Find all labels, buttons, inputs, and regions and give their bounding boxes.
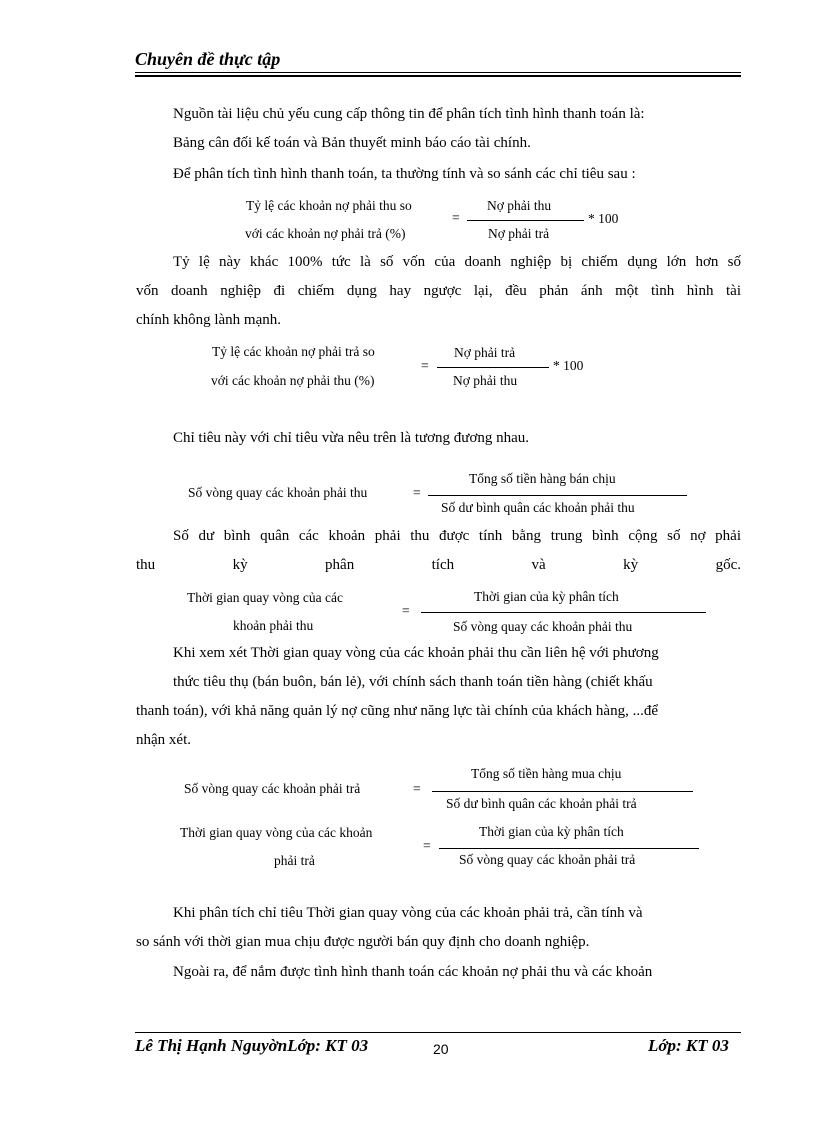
- page-number: 20: [433, 1041, 449, 1057]
- paragraph-sources: [173, 100, 645, 158]
- formula-label: Thời gian quay vòng của các khoản: [180, 825, 373, 840]
- header-rule-thick: [135, 72, 741, 73]
- formula-label: Số vòng quay các khoản phải thu: [188, 485, 368, 500]
- equals-sign: =: [413, 781, 421, 796]
- formula-denominator: Nợ phải trả: [488, 226, 550, 241]
- fraction-bar: [467, 220, 584, 221]
- formula-multiplier: * 100: [553, 358, 584, 373]
- paragraph-line: Tỷ lệ này khác 100% tức là số vốn của doanh nghiệp bị chiếm dụng lớn hơn số: [173, 254, 741, 270]
- formula-denominator: Số vòng quay các khoản phải trả: [459, 852, 636, 867]
- formula-numerator: Thời gian của kỳ phân tích: [479, 824, 624, 839]
- paragraph-equivalence: [173, 424, 529, 453]
- equals-sign: =: [421, 358, 429, 373]
- formula-denominator: Nợ phải thu: [453, 373, 518, 388]
- fraction-bar: [421, 612, 706, 613]
- formula-numerator: Nợ phải thu: [487, 198, 552, 213]
- paragraph-line: thanh toán), với khả năng quản lý nợ cũng như năng lực tài chính của khách hàng, ...để: [136, 703, 658, 719]
- paragraph-line: thức tiêu thụ (bán buôn, bán lẻ), với chính sách thanh toán tiền hàng (chiết khấu: [173, 674, 653, 690]
- footer-class: Lớp: KT 03: [648, 1036, 729, 1055]
- formula-label: Thời gian quay vòng của các: [187, 590, 343, 605]
- paragraph-line: nhận xét.: [136, 732, 191, 748]
- paragraph-intro: [173, 160, 636, 189]
- paragraph-line: vốn doanh nghiệp đi chiếm dụng hay ngược lại, đều phản ánh một tình hình tài: [136, 283, 741, 299]
- paragraph-additionally: [173, 958, 652, 987]
- formula-label: phải trả: [274, 853, 315, 868]
- page-header-title: Chuyên đề thực tập: [135, 49, 281, 69]
- paragraph-receivable-period-notes: [136, 639, 741, 755]
- footer-author-class: Lê Thị Hạnh NguyờnLớp: KT 03: [135, 1036, 369, 1055]
- formula-numerator: Thời gian của kỳ phân tích: [474, 589, 619, 604]
- formula-label: với các khoản nợ phải trả (%): [245, 226, 406, 241]
- formula-label: với các khoản nợ phải thu (%): [211, 373, 375, 388]
- header-rule-thin: [135, 75, 741, 77]
- paragraph-line: chính không lành mạnh.: [136, 312, 281, 328]
- paragraph-line: Bảng cân đối kế toán và Bản thuyết minh báo cáo tài chính.: [173, 135, 531, 151]
- formula-label: Tỷ lệ các khoản nợ phải trả so: [212, 344, 375, 359]
- paragraph-line: so sánh với thời gian mua chịu được người bán quy định cho doanh nghiệp.: [136, 934, 590, 950]
- formula-label: khoản phải thu: [233, 618, 314, 633]
- equals-sign: =: [452, 210, 460, 225]
- formula-label: Tỷ lệ các khoản nợ phải thu so: [246, 198, 412, 213]
- formula-denominator: Số dư bình quân các khoản phải trả: [446, 796, 637, 811]
- paragraph-line: Khi xem xét Thời gian quay vòng của các khoản phải thu cần liên hệ với phương: [173, 645, 659, 661]
- fraction-bar: [439, 848, 699, 849]
- footer-rule: [135, 1032, 741, 1033]
- formula-denominator: Số vòng quay các khoản phải thu: [453, 619, 633, 634]
- paragraph-line: Số dư bình quân các khoản phải thu được tính bằng trung bình cộng số nợ phải: [173, 528, 741, 544]
- fraction-bar: [428, 495, 687, 496]
- paragraph-payable-period-notes: [136, 899, 741, 957]
- paragraph-average-balance: [136, 522, 741, 580]
- paragraph-line: Khi phân tích chỉ tiêu Thời gian quay vòng của các khoản phải trả, cần tính và: [173, 905, 643, 921]
- formula-denominator: Số dư bình quân các khoản phải thu: [441, 500, 635, 515]
- formula-numerator: Nợ phải trả: [454, 345, 516, 360]
- paragraph-line: Ngoài ra, để nắm được tình hình thanh toán các khoản nợ phải thu và các khoản: [173, 964, 653, 980]
- equals-sign: =: [423, 838, 431, 853]
- equals-sign: =: [413, 485, 421, 500]
- paragraph-line: Nguồn tài liệu chủ yếu cung cấp thông tin để phân tích tình hình thanh toán là:: [173, 106, 645, 122]
- fraction-bar: [432, 791, 693, 792]
- formula-label: Số vòng quay các khoản phải trả: [184, 781, 361, 796]
- paragraph-line: Chỉ tiêu này với chỉ tiêu vừa nêu trên là tương đương nhau.: [173, 430, 530, 446]
- formula-numerator: Tổng số tiền hàng mua chịu: [471, 766, 622, 781]
- equals-sign: =: [402, 603, 410, 618]
- paragraph-line: Để phân tích tình hình thanh toán, ta thường tính và so sánh các chỉ tiêu sau :: [173, 166, 636, 182]
- paragraph-line: thu kỳ phân tích và kỳ gốc.: [136, 557, 741, 573]
- paragraph-ratio-explanation: [136, 248, 741, 335]
- formula-multiplier: * 100: [588, 211, 619, 226]
- formula-numerator: Tổng số tiền hàng bán chịu: [469, 471, 616, 486]
- fraction-bar: [437, 367, 549, 368]
